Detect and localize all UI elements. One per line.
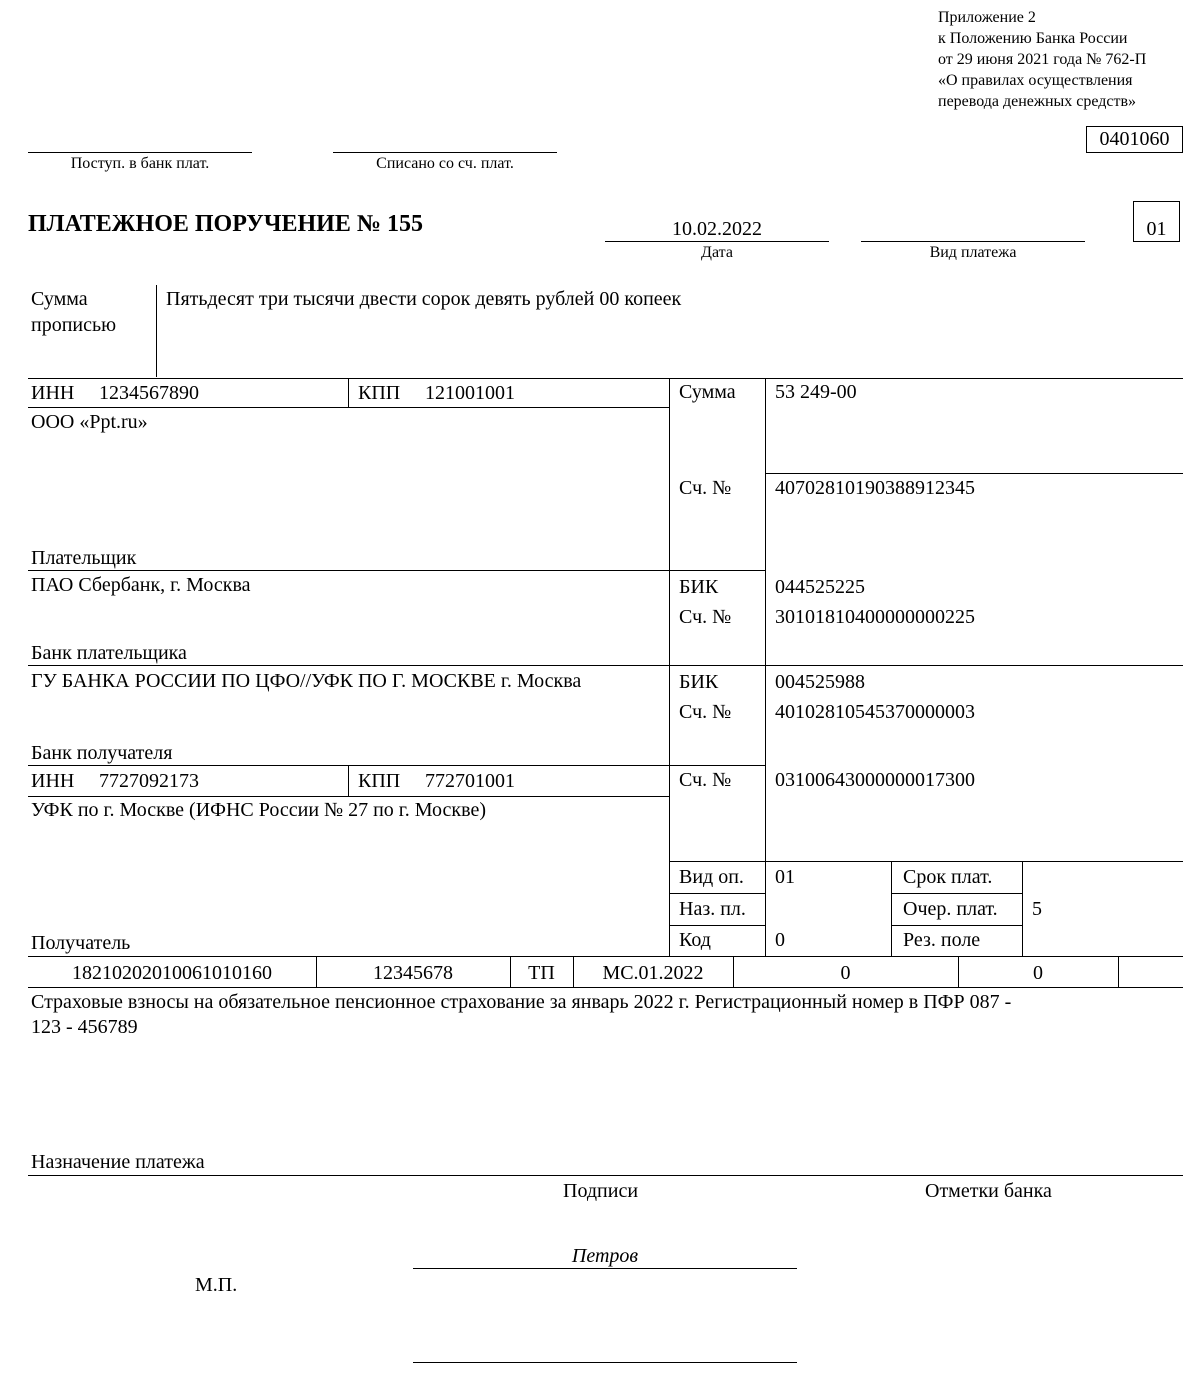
grid-line [28,570,765,571]
grid-line [348,765,349,796]
bank-marks-label: Отметки банка [925,1180,1052,1202]
basis-value: ТП [528,962,555,984]
payee-inn: 7727092173 [99,770,199,792]
payee-kpp-label: КПП [358,770,401,792]
appendix-line-4: «О правилах осуществления [938,72,1133,89]
debited-label: Списано со сч. плат. [376,155,514,172]
purpose-line-1: Страховые взносы на обязательное пенсионное страхование за январь 2022 г. Регистрационный номер в ПФР 087 - [31,991,1012,1013]
grid-line [1022,861,1023,956]
payer-account: 40702810190388912345 [775,477,975,499]
appendix-line-1: Приложение 2 [938,9,1036,26]
payer-account-label: Сч. № [679,477,732,499]
appendix-line-5: перевода денежных средств» [938,93,1137,110]
payer-bank-name: ПАО Сбербанк, г. Москва [31,574,251,596]
payee-account-label: Сч. № [679,769,732,791]
grid-line [669,893,765,894]
payee-kpp: 772701001 [425,770,515,792]
grid-line [28,1175,1183,1176]
period-value: МС.01.2022 [602,962,704,984]
payee-bank-account: 40102810545370000003 [775,701,975,723]
date-label: Дата [701,244,733,261]
grid-line [28,407,669,408]
amount-words-value: Пятьдесят три тысячи двести сорок девять рублей 00 копеек [166,288,682,310]
grid-line [1118,956,1119,987]
payer-bank-account-label: Сч. № [679,606,732,628]
payer-bank-account: 30101810400000000225 [775,606,975,628]
grid-line [348,378,349,407]
grid-line [669,925,765,926]
received-line [28,152,252,153]
payer-bank-bik-label: БИК [679,576,719,598]
kbk-value: 18210202010061010160 [72,962,272,984]
date-line [605,241,829,242]
term-label: Срок плат. [903,866,993,888]
appendix-line-3: от 29 июня 2021 года № 762-П [938,51,1147,68]
received-label: Поступ. в банк плат. [70,155,210,172]
grid-line [669,861,1183,862]
signature-line-2 [413,1362,797,1363]
purpose-type-label: Наз. пл. [679,898,746,920]
amount-words-label-1: Сумма [31,288,88,310]
payee-bank-name: ГУ БАНКА РОССИИ ПО ЦФО//УФК ПО Г. МОСКВЕ г. Москва [31,670,582,692]
payee-name: УФК по г. Москве (ИФНС России № 27 по г. Москве) [31,799,486,821]
signatures-label: Подписи [563,1180,639,1202]
payee-label: Получатель [31,932,131,954]
amount-label: Сумма [679,381,736,403]
payer-bank-label: Банк плательщика [31,642,187,664]
code-label: Код [679,929,711,951]
grid-line [669,378,670,956]
status-code: 01 [1146,218,1167,240]
oktmo-value: 12345678 [373,962,453,984]
appendix-line-2: к Положению Банка России [938,30,1128,47]
doc-number-value: 0 [840,962,851,984]
grid-line [765,378,766,956]
payer-bank-bik: 044525225 [775,576,865,598]
payment-date: 10.02.2022 [672,218,762,240]
payment-type-label: Вид платежа [929,244,1017,261]
payer-inn: 1234567890 [99,382,199,404]
grid-line [28,378,1183,379]
priority-value: 5 [1032,898,1042,920]
payee-bank-bik-label: БИК [679,671,719,693]
doc-date-value: 0 [1033,962,1043,984]
payer-name: ООО «Ppt.ru» [31,411,148,433]
payer-label: Плательщик [31,547,137,569]
payment-type-line [861,241,1085,242]
form-code: 0401060 [1099,128,1170,150]
grid-line [765,473,1183,474]
purpose-line-2: 123 - 456789 [31,1016,138,1038]
payee-bank-label: Банк получателя [31,742,173,764]
debited-line [333,152,557,153]
operation-type: 01 [775,866,795,888]
payee-bank-account-label: Сч. № [679,701,732,723]
payer-kpp: 121001001 [425,382,515,404]
grid-line [891,893,1022,894]
code-value: 0 [775,929,785,951]
payee-bank-bik: 004525988 [775,671,865,693]
grid-line [891,925,1022,926]
grid-line [28,796,669,797]
stamp-label: М.П. [195,1274,238,1296]
reserve-label: Рез. поле [903,929,981,951]
amount-words-divider [156,285,157,377]
grid-line [28,956,1183,957]
amount-words-label-2: прописью [31,314,117,336]
grid-line [28,665,1183,666]
grid-line [891,861,892,956]
signature: Петров [571,1245,639,1267]
page-title: ПЛАТЕЖНОЕ ПОРУЧЕНИЕ № 155 [28,211,423,237]
signature-line-1 [413,1268,797,1269]
payer-kpp-label: КПП [358,382,401,404]
payer-inn-label: ИНН [31,382,75,404]
priority-label: Очер. плат. [903,898,998,920]
payee-inn-label: ИНН [31,770,75,792]
purpose-label: Назначение платежа [31,1151,205,1173]
grid-line [28,987,1183,988]
amount-value: 53 249-00 [775,381,857,403]
grid-line [28,765,765,766]
operation-type-label: Вид оп. [679,866,744,888]
payee-account: 03100643000000017300 [775,769,975,791]
